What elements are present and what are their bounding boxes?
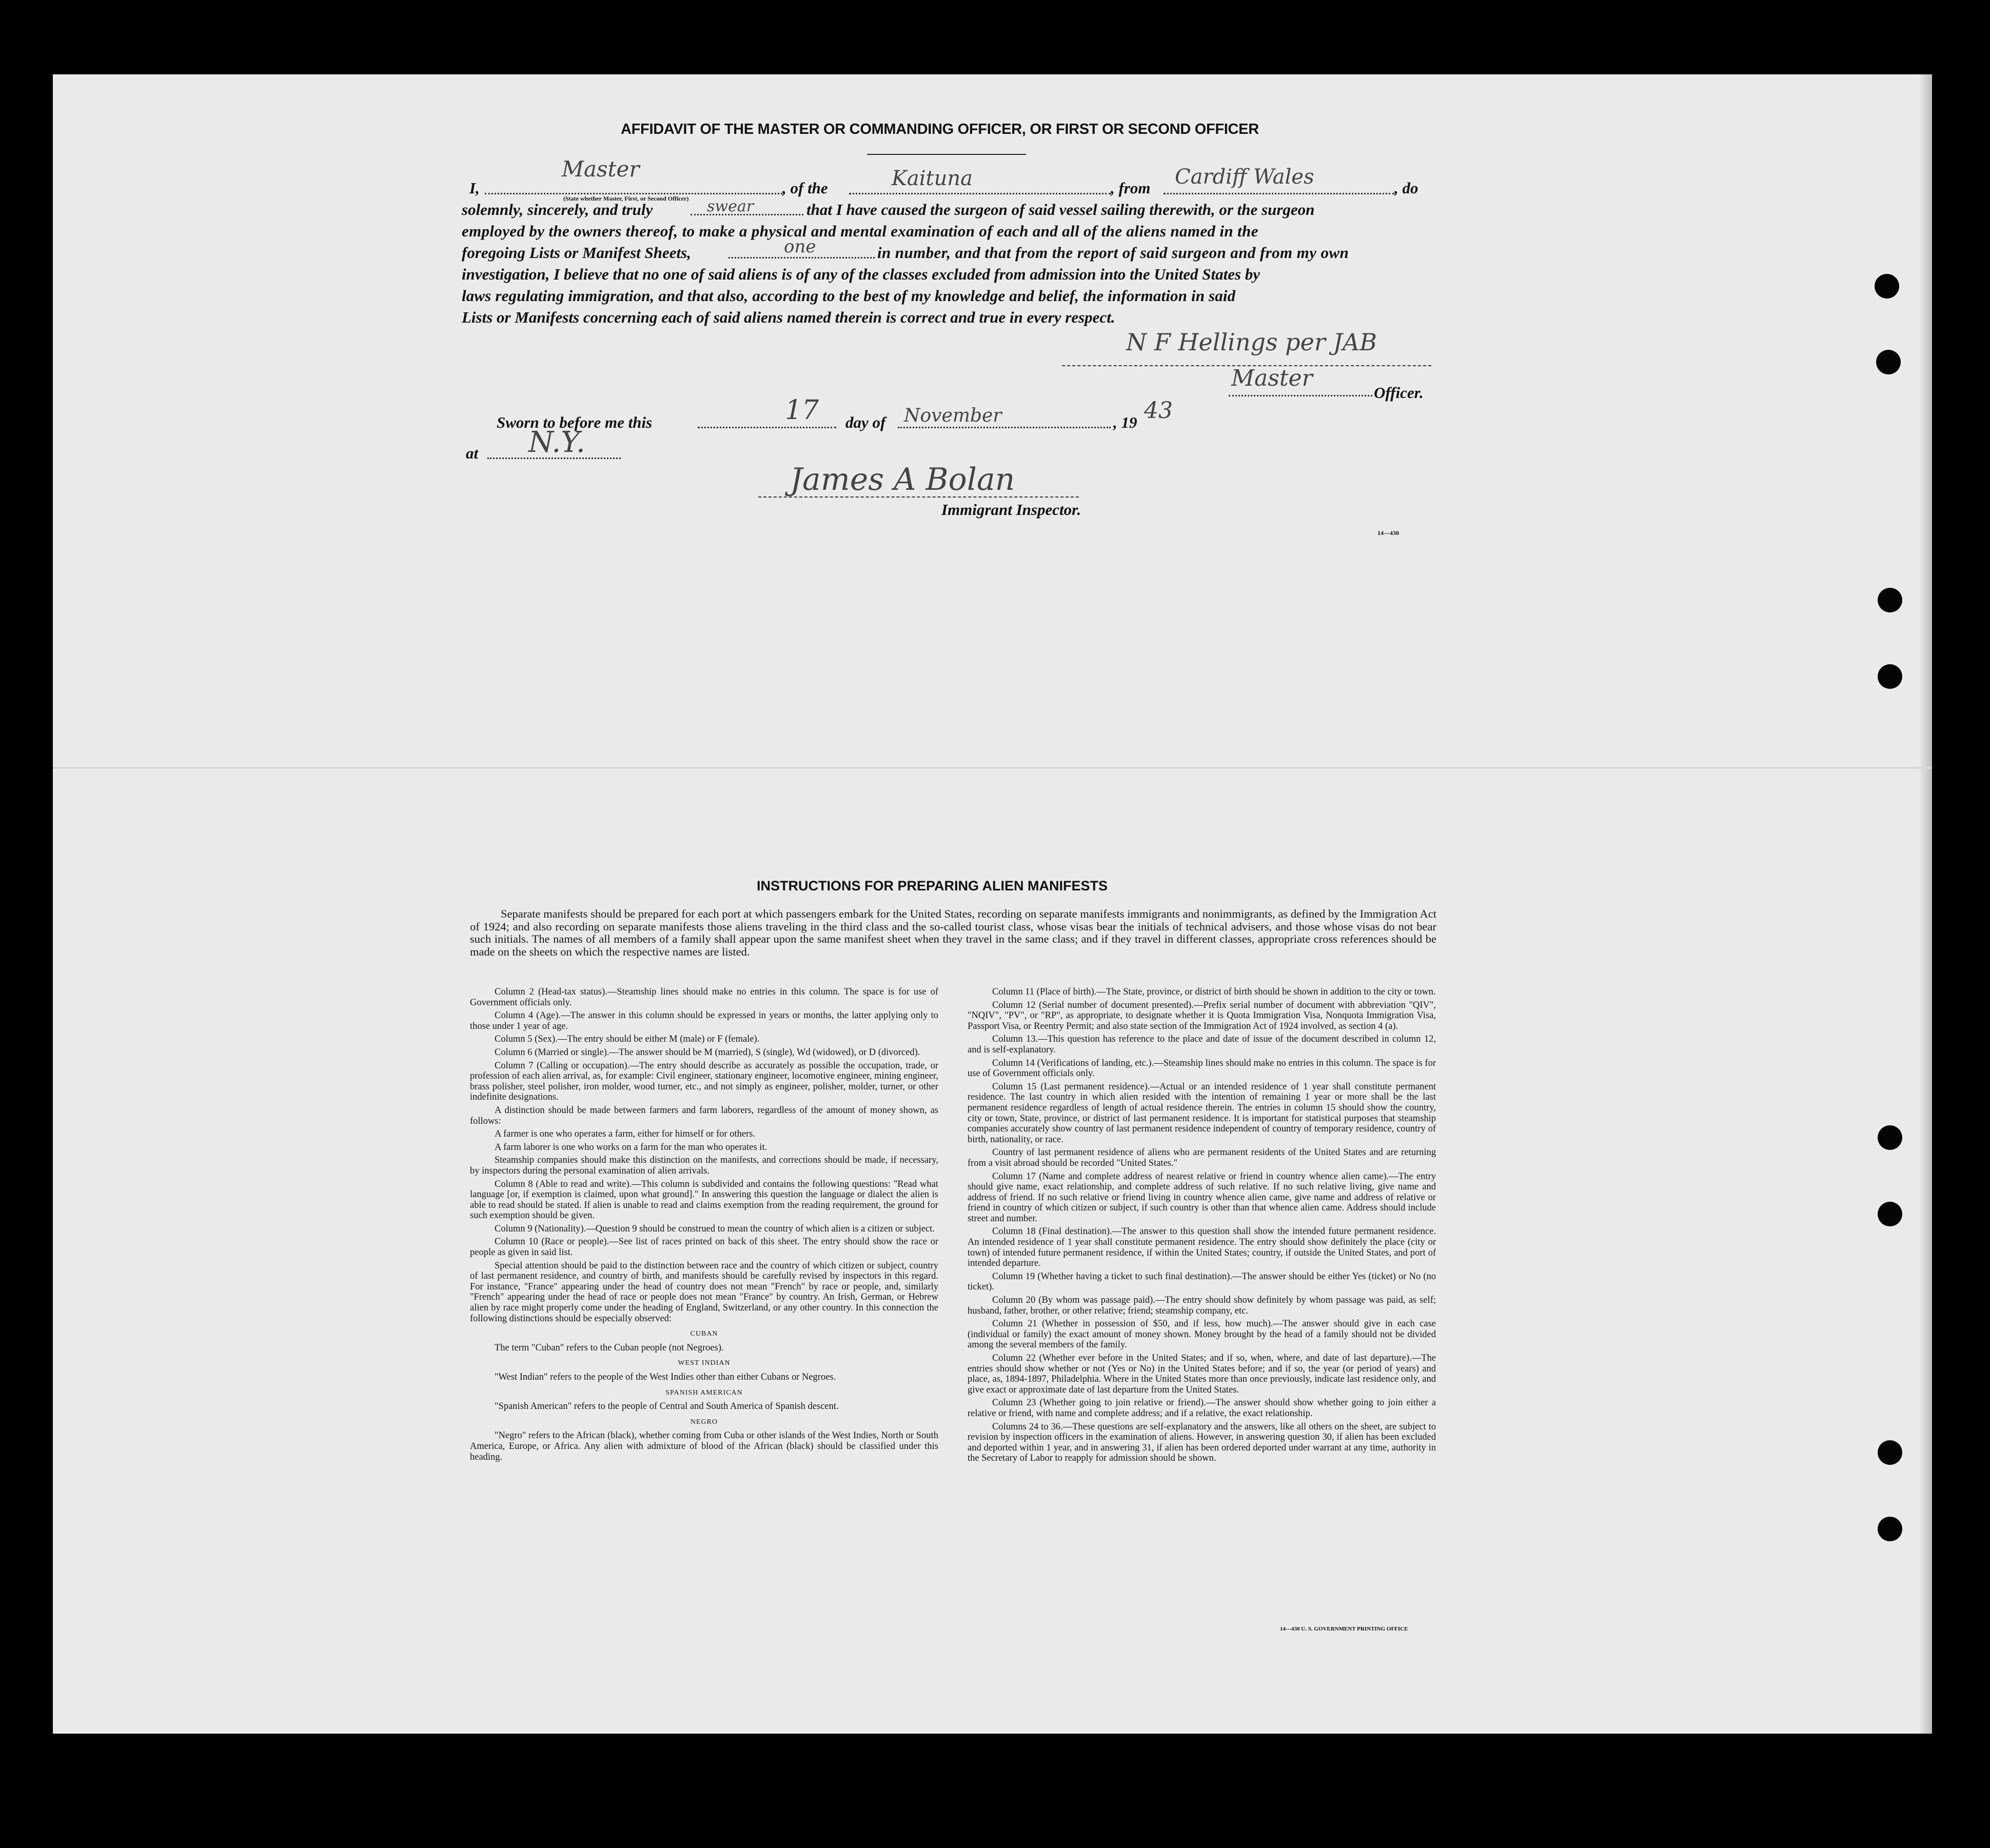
blank-vessel xyxy=(849,193,1111,194)
punch-hole xyxy=(1878,1517,1902,1541)
hw-swear: swear xyxy=(707,197,754,215)
west-indian-heading: WEST INDIAN xyxy=(678,1359,731,1367)
left-para: Special attention should be paid to the distinction between race and the country of which citizen or subject, country of last permanent residence, and country of birth, and manifests should be carefully revised by inspectors in this regard. For instance, "France" appearing under the head of country does not mean "French" by race or people, and, similarly "French" appearing under the head of race or people does not mean "France" by country. An Irish, German, or Hebrew alien by race might properly come under the heading of England, Switzerland, or any other country. In this connection the following distinctions should be especially observed: xyxy=(470,1260,938,1324)
left-para: A farmer is one who operates a farm, either for himself or for others. xyxy=(495,1129,756,1140)
affidavit-of-the: , of the xyxy=(782,179,828,197)
inspector-line xyxy=(758,496,1079,498)
fold-line xyxy=(53,767,1932,769)
sworn-text: Sworn to before me this xyxy=(497,413,653,431)
affidavit-do: , do xyxy=(1394,179,1418,197)
hw-from: Cardiff Wales xyxy=(1175,165,1314,189)
cuban-text: The term "Cuban" refers to the Cuban people (not Negroes). xyxy=(495,1342,724,1353)
right-para: Column 13.—This question has reference to the place and date of issue of the document described in column 12, and is self-explanatory. xyxy=(968,1034,1436,1055)
right-para: Column 19 (Whether having a ticket to such final destination).—The answer should be either Yes (ticket) or No (no ticket). xyxy=(968,1271,1436,1293)
punch-hole xyxy=(1875,274,1899,299)
right-para: Column 11 (Place of birth).—The State, province, or district of birth should be shown in addition to the city or town. xyxy=(992,987,1436,997)
hw-master-signature: N F Hellings per JAB xyxy=(1126,328,1377,356)
left-para: Column 7 (Calling or occupation).—The entry should describe as accurately as possible the occupation, trade, or profession of each alien arrival, as, for example: Civil engineer, stationary engineer, locomotive engineer, mining engineer, brass polisher, steel polisher, iron molder, wood turner, etc., and not simply as engineer, polisher, molder, turner, or other indefinite designations. xyxy=(470,1060,938,1103)
blank-sheets xyxy=(728,257,875,259)
affidavit-i: I, xyxy=(469,179,480,197)
at-label: at xyxy=(466,444,479,462)
negro-text: "Negro" refers to the African (black), whether coming from Cuba or other islands of the West Indies, North or South America, Europe, or Africa. Any alien with admixture of blood of the African (black) should be classified under this heading. xyxy=(470,1430,938,1462)
hw-inspector-signature: James A Bolan xyxy=(790,462,1015,498)
instructions-intro xyxy=(470,908,1436,958)
left-para: Column 4 (Age).—The answer in this column should be expressed in years or months, the latter applying only to those under 1 year of age. xyxy=(470,1010,938,1031)
punch-hole xyxy=(1878,1125,1902,1150)
hw-day: 17 xyxy=(785,395,819,426)
blank-month xyxy=(898,427,1111,428)
blank-from xyxy=(1164,193,1394,194)
hw-officer-rank: Master xyxy=(562,156,640,182)
blank-officer-rank xyxy=(485,193,782,194)
affidavit-line2a: solemnly, sincerely, and truly xyxy=(462,201,653,218)
affidavit-line3: employed by the owners thereof, to make a physical and mental examination of each and all of the aliens named in the xyxy=(462,222,1258,240)
spanish-american-text: "Spanish American" refers to the people of Central and South America of Spanish descent. xyxy=(495,1401,839,1412)
spanish-american-heading: SPANISH AMERICAN xyxy=(665,1388,743,1397)
right-column xyxy=(968,987,1436,1466)
right-para: Column 21 (Whether in possession of $50, and if less, how much).—The answer should give in each case (individual or family) the exact amount of money shown. Money brought by the head of a family should not be divided among the several members of the family. xyxy=(968,1319,1436,1350)
affidavit-line4b: in number, and that from the report of said surgeon and from my own xyxy=(877,244,1349,262)
rank-note: (State whether Master, First, or Second Officer) xyxy=(563,195,689,202)
affidavit-line2b: that I have caused the surgeon of said vessel sailing therewith, or the surgeon xyxy=(806,201,1315,218)
left-para: Column 10 (Race or people).—See list of races printed on back of this sheet. The entry should show the race or people as given in said list. xyxy=(470,1237,938,1258)
affidavit-title: AFFIDAVIT OF THE MASTER OR COMMANDING OFFICER, OR FIRST OR SECOND OFFICER xyxy=(621,121,1259,137)
right-para: Column 17 (Name and complete address of nearest relative or friend in country whence alien came).—The entry should give name, exact relationship, and complete address of such relative. If no such relative living, give name and address of friend. If no such relative or friend living in country whence alien came, give name and address of relative or friend in country of which citizen or subject, if such country is other than that whence alien came. Address should include street and number. xyxy=(968,1171,1436,1224)
right-para: Column 20 (By whom was passage paid).—The entry should show definitely by whom passage was paid, as self; husband, father, brother, or other relative; friend; steamship company, etc. xyxy=(968,1295,1436,1316)
blank-day xyxy=(698,427,836,428)
page-edge-shadow xyxy=(1919,74,1932,1734)
right-para: Column 12 (Serial number of document presented).—Prefix serial number of document with abbreviation "QIV", "NQIV", "PV", or "RP", as appropriate, to designate whether it is Quota Immigration Visa, Nonquota Immigration Visa, Passport Visa, or Reentry Permit; and also state section of the Immigration Act of 1924 involved, as section 4 (a). xyxy=(968,1000,1436,1031)
hw-vessel: Kaituna xyxy=(892,167,973,190)
west-indian-text: "West Indian" refers to the people of the West Indies other than either Cubans or Negroes. xyxy=(495,1372,836,1382)
punch-hole xyxy=(1878,1440,1902,1465)
left-para: Column 9 (Nationality).—Question 9 should be construed to mean the country of which alien is a citizen or subject. xyxy=(495,1223,935,1234)
affidavit-line4a: foregoing Lists or Manifest Sheets, xyxy=(462,244,691,262)
punch-hole xyxy=(1876,350,1901,374)
right-para: Column 15 (Last permanent residence).—Actual or an intended residence of 1 year shall constitute permanent residence. The last country in which alien resided with the intention of remaining 1 year or more shall be the last permanent residence regardless of length of actual residence therein. The entries in column 15 should show the country, city or town, State, province, or district of last permanent residence. It is important for statistical purposes that steamship companies accurately show country of last permanent residence independent of country of temporary residence, country of birth, nationality, or race. xyxy=(968,1081,1436,1145)
punch-hole xyxy=(1878,588,1902,612)
affidavit-from: , from xyxy=(1111,179,1151,197)
hw-year: 43 xyxy=(1144,398,1173,424)
left-column xyxy=(470,987,938,1465)
negro-heading: NEGRO xyxy=(690,1418,718,1426)
right-para: Column 14 (Verifications of landing, etc.).—Steamship lines should make no entries in this column. The space is for use of Government officials only. xyxy=(968,1058,1436,1079)
title-underline xyxy=(867,154,1026,155)
right-para: Column 23 (Whether going to join relative or friend).—The answer should show whether going to join either a relative or friend, with name and complete address; and if a relative, the exact relationship. xyxy=(968,1398,1436,1419)
right-para: Column 18 (Final destination).—The answer to this question shall show the intended future permanent residence. An intended residence of 1 year shall constitute permanent residence. The entry should show definitely the place (city or town) of intended future permanent residence, if within the United States; country, if outside the United States, and port of intended departure. xyxy=(968,1226,1436,1269)
instructions-title: INSTRUCTIONS FOR PREPARING ALIEN MANIFESTS xyxy=(757,878,1108,893)
affidavit-line7: Lists or Manifests concerning each of said aliens named therein is correct and true in every respect. xyxy=(462,308,1115,326)
form-number: 14—430 xyxy=(1377,529,1399,536)
left-para: Column 6 (Married or single).—The answer should be M (married), S (single), Wd (widowed), or D (divorced). xyxy=(495,1047,920,1058)
right-para: Country of last permanent residence of aliens who are permanent residents of the United States and are returning from a visit abroad should be recorded "United States." xyxy=(968,1147,1436,1168)
hw-sheets: one xyxy=(784,236,816,257)
inspector-label: Immigrant Inspector. xyxy=(941,501,1081,519)
intro-paragraph: Separate manifests should be prepared for each port at which passengers embark for the United States, recording on separate manifests immigrants and nonimmigrants, as defined by the Immigration Act of 1924; and also recording on separate manifests those aliens traveling in the third class and the so-called tourist class, whose visas bear the initials of technical advisers, and those whose visas do not bear such initials. The names of all members of a family shall appear upon the same manifest sheet when they travel in the same class; and if they travel in different classes, appropriate cross references should be made on the sheets on which the respective names are listed. xyxy=(470,907,1436,958)
affidavit-line5: investigation, I believe that no one of said aliens is of any of the classes excluded from admission into the United States by xyxy=(462,265,1260,283)
hw-place: N.Y. xyxy=(528,426,585,459)
blank-title xyxy=(1229,395,1372,396)
day-of: day of xyxy=(845,413,886,431)
punch-hole xyxy=(1878,664,1902,689)
officer-label: Officer. xyxy=(1374,384,1424,402)
left-para: Column 8 (Able to read and write).—This column is subdivided and contains the following questions: "Read what language [or, if exemption is claimed, upon what ground]." In answering this question the language or dialect the alien is able to read should be stated. If alien is unable to read and claims exemption from the reading requirement, the ground for such exemption should be given. xyxy=(470,1179,938,1221)
right-para: Columns 24 to 36.—These questions are self-explanatory and the answers, like all others on the sheet, are subject to revision by inspection officers in the examination of aliens. However, in answering question 30, if alien has been excluded and deported within 1 year, and in answering 31, if alien has been ordered deported under warrant at any time, authority in the Secretary of Labor to reapply for admission should be shown. xyxy=(968,1421,1436,1464)
punch-hole xyxy=(1878,1202,1902,1226)
left-para: Steamship companies should make this distinction on the manifests, and corrections should be made, if necessary, by inspectors during the personal examination of alien arrivals. xyxy=(470,1155,938,1176)
right-para: Column 22 (Whether ever before in the United States; and if so, when, where, and date of last departure).—The entries should show whether or not (Yes or No) in the United States before; and if so, the year (or period of years) and place, as, 1894-1897, Philadelphia. Where in the United States more than once previously, indicate last residence only, and give exact or approximate date of last departure from the United States. xyxy=(968,1353,1436,1395)
year-prefix: , 19 xyxy=(1113,413,1137,431)
hw-master-title: Master xyxy=(1231,365,1313,391)
hw-month: November xyxy=(904,405,1002,426)
left-para: A farm laborer is one who works on a farm for the man who operates it. xyxy=(495,1142,767,1152)
affidavit-line6: laws regulating immigration, and that also, according to the best of my knowledge and belief, the information in said xyxy=(462,287,1236,305)
left-para: Column 2 (Head-tax status).—Steamship lines should make no entries in this column. The space is for use of Government officials only. xyxy=(470,987,938,1008)
cuban-heading: CUBAN xyxy=(690,1330,718,1338)
left-para: A distinction should be made between farmers and farm laborers, regardless of the amount of money shown, as follows: xyxy=(470,1105,938,1126)
left-para: Column 5 (Sex).—The entry should be either M (male) or F (female). xyxy=(495,1034,760,1045)
printing-office-footer: 14—430 U. S. GOVERNMENT PRINTING OFFICE xyxy=(1280,1626,1408,1632)
